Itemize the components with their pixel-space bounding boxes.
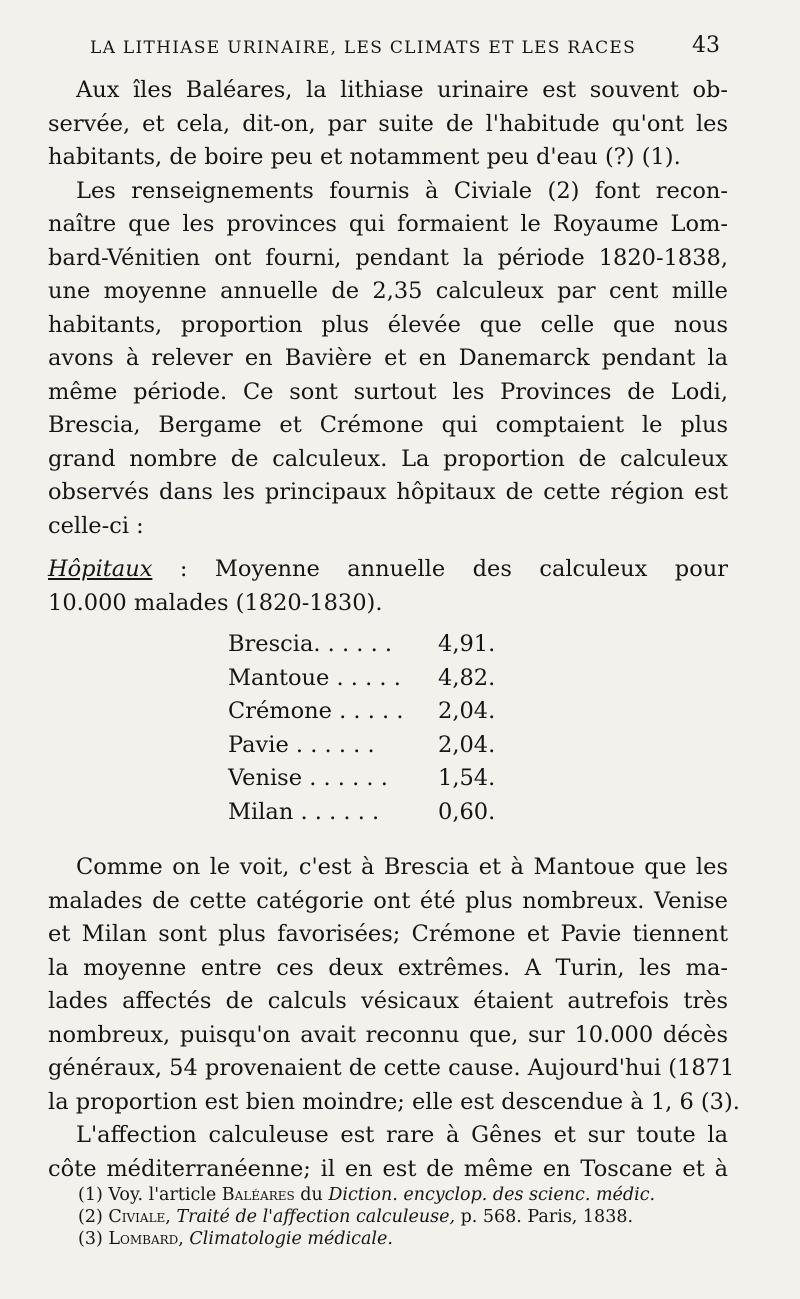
- text-line: 10.000 malades (1820-1830).: [48, 589, 383, 616]
- text-line: et Milan sont plus favorisées; Crémone et Pavie tiennent: [48, 921, 728, 947]
- paragraph-civiale: [48, 175, 728, 544]
- text-line: généraux, 54 provenaient de cette cause. Aujourd'hui (1871: [48, 1055, 735, 1081]
- hospital-table-heading: [48, 553, 728, 620]
- text-line: servée, et cela, dit-on, par suite de l'habitude qu'ont les: [48, 110, 728, 137]
- text-line: Brescia, Bergame et Crémone qui comptaient le plus: [48, 412, 728, 438]
- footnotes: [78, 1184, 728, 1250]
- text-line: observés dans les principaux hôpitaux de cette région est: [48, 479, 728, 505]
- text-line: habitants, proportion plus élevée que celle que nous: [48, 311, 728, 338]
- table-row: [228, 695, 558, 729]
- text-line: [48, 553, 728, 587]
- footnote-number: (2): [78, 1207, 103, 1227]
- hopitaux-label: Hôpitaux: [48, 556, 153, 582]
- running-header: [90, 33, 720, 58]
- footnote-smallcaps: Civiale,: [108, 1207, 171, 1227]
- footnote-3: [78, 1228, 728, 1250]
- footnote-text: p. 568. Paris, 1838.: [455, 1207, 634, 1227]
- city-name: Venise . . . . . .: [228, 765, 388, 791]
- body-text: [48, 74, 740, 1186]
- city-value: 0,60.: [438, 798, 496, 825]
- footnote-smallcaps: Baléares: [221, 1185, 295, 1205]
- paragraph-baleares: [48, 74, 728, 175]
- text-line: Les renseignements fournis à Civiale (2) font recon-: [76, 177, 728, 204]
- paragraph-comparison: [48, 851, 740, 1119]
- footnote-italic: Climatologie médicale.: [183, 1229, 393, 1249]
- text-line: bard-Vénitien ont fourni, pendant la période 1820-1838,: [48, 244, 728, 271]
- paragraph-genes: [48, 1119, 728, 1186]
- footnote-number: (3): [78, 1229, 103, 1249]
- footnote-smallcaps: Lombard,: [108, 1229, 184, 1249]
- text-line: nombreux, puisqu'on avait reconnu que, sur 10.000 décès: [48, 1021, 728, 1048]
- footnote-italic: Diction. encyclop. des scienc. médic.: [328, 1185, 656, 1205]
- city-value: 2,04.: [438, 698, 496, 724]
- text-line: Aux îles Baléares, la lithiase urinaire est souvent ob-: [76, 77, 728, 103]
- city-name: Pavie . . . . . .: [228, 731, 375, 758]
- text-line: malades de cette catégorie ont été plus nombreux. Venise: [48, 887, 728, 914]
- text-line: naître que les provinces qui formaient le Royaume Lom-: [48, 211, 728, 237]
- text-line: celle-ci :: [48, 512, 144, 539]
- text-line: côte méditerranéenne; il en est de même en Toscane et à: [48, 1155, 728, 1182]
- city-value: 4,82.: [438, 664, 496, 691]
- city-value: 4,91.: [438, 631, 496, 657]
- text-line: lades affectés de calculs vésicaux étaient autrefois très: [48, 988, 728, 1014]
- table-row: [228, 762, 558, 796]
- table-row: [228, 628, 558, 662]
- text-line: Comme on le voit, c'est à Brescia et à Mantoue que les: [76, 854, 728, 880]
- city-name: Brescia. . . . . .: [228, 631, 393, 657]
- footnote-2: [78, 1206, 728, 1228]
- page-number: 43: [692, 33, 720, 58]
- text-line: L'affection calculeuse est rare à Gênes et sur toute la: [76, 1122, 728, 1148]
- table-row: [228, 729, 558, 763]
- hospital-table: [228, 628, 558, 829]
- text-line: même période. Ce sont surtout les Provinces de Lodi,: [48, 378, 728, 405]
- table-row: [228, 796, 558, 830]
- text-line: la moyenne entre ces deux extrêmes. A Turin, les ma-: [48, 954, 728, 981]
- footnote-text: Voy. l'article: [108, 1185, 222, 1205]
- city-name: Crémone . . . . .: [228, 698, 404, 724]
- text-line: la proportion est bien moindre; elle est descendue à 1, 6 (3).: [48, 1088, 740, 1115]
- footnote-number: (1): [78, 1185, 103, 1205]
- city-name: Mantoue . . . . .: [228, 664, 401, 691]
- city-value: 2,04.: [438, 731, 496, 758]
- text-line: habitants, de boire peu et notamment peu d'eau (?) (1).: [48, 144, 681, 170]
- text-line: une moyenne annuelle de 2,35 calculeux par cent mille: [48, 278, 728, 304]
- running-title: LA LITHIASE URINAIRE, LES CLIMATS ET LES RACES: [90, 38, 637, 58]
- city-name: Milan . . . . . .: [228, 798, 380, 825]
- footnote-1: [78, 1184, 728, 1206]
- table-row: [228, 662, 558, 696]
- text-line: grand nombre de calculeux. La proportion de calculeux: [48, 445, 728, 472]
- hopitaux-caption: : Moyenne annuelle des calculeux pour: [152, 556, 728, 582]
- footnote-text: du: [294, 1185, 329, 1205]
- city-value: 1,54.: [438, 765, 496, 791]
- text-line: avons à relever en Bavière et en Danemarck pendant la: [48, 345, 728, 371]
- footnote-italic: Traité de l'affection calculeuse,: [170, 1207, 456, 1227]
